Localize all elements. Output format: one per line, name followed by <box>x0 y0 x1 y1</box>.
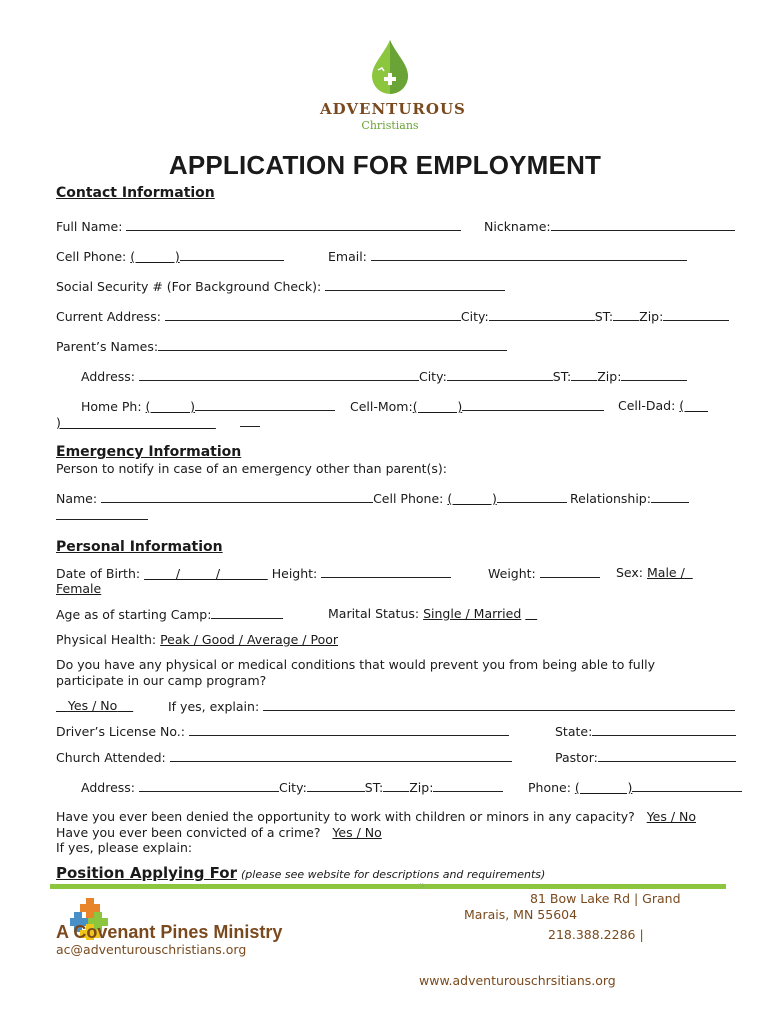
conditions-answer-row <box>56 698 133 713</box>
sex-female-option[interactable]: Female <box>56 581 102 596</box>
cell-phone-field[interactable]: ( ) <box>130 249 180 264</box>
dob-row <box>56 565 451 581</box>
physical-health-row <box>56 632 338 647</box>
marital-row <box>328 606 537 621</box>
current-address-row <box>56 308 729 324</box>
parent-city-field[interactable] <box>447 368 553 381</box>
relationship-field-continued[interactable] <box>56 507 148 520</box>
convicted-yes-no[interactable]: Yes / No <box>332 825 382 840</box>
nickname-label: Nickname: <box>484 219 551 234</box>
emergency-cell-area-field[interactable]: ( ) <box>447 491 497 506</box>
church-zip-label: Zip: <box>409 780 434 795</box>
church-row <box>56 749 512 765</box>
footer-email[interactable]: ac@adventurouschristians.org <box>56 942 247 957</box>
st-field[interactable] <box>613 308 639 321</box>
parent-zip-field[interactable] <box>621 368 687 381</box>
footer-address-2: Marais, MN 55604 <box>464 907 578 922</box>
home-ph-label: Home Ph: <box>81 399 142 414</box>
pastor-field[interactable] <box>598 749 736 762</box>
email-row <box>328 248 687 264</box>
drivers-license-label: Driver’s License No.: <box>56 724 185 739</box>
home-ph-field[interactable] <box>195 398 335 411</box>
church-zip-field[interactable] <box>433 779 503 792</box>
cell-mom-label: Cell-Mom: <box>350 399 413 414</box>
sex-label: Sex: <box>616 565 644 580</box>
denied-row <box>56 809 696 824</box>
ssn-label: Social Security # (For Background Check): <box>56 279 322 294</box>
marital-options[interactable]: Single / Married <box>423 606 522 621</box>
conditions-question-2: participate in our camp program? <box>56 673 267 688</box>
church-st-field[interactable] <box>383 779 409 792</box>
conditions-explain-label: If yes, explain: <box>168 699 260 714</box>
emergency-name-label: Name: <box>56 491 98 506</box>
please-explain-label: If yes, please explain: <box>56 840 193 855</box>
marital-trailing <box>525 606 537 621</box>
convicted-question: Have you ever been convicted of a crime? <box>56 825 321 840</box>
dob-field[interactable]: / / <box>144 566 268 581</box>
cell-phone-label: Cell Phone: <box>56 249 127 264</box>
ministry-name: A Covenant Pines Ministry <box>56 922 283 942</box>
relationship-label: Relationship: <box>570 491 651 506</box>
height-label: Height: <box>271 566 318 581</box>
parent-st-label: ST: <box>552 369 572 384</box>
water-drop-cross-icon <box>370 40 410 96</box>
denied-yes-no[interactable]: Yes / No <box>646 809 697 824</box>
page-title: APPLICATION FOR EMPLOYMENT <box>168 150 602 180</box>
cell-dad-area-field[interactable]: ( <box>679 398 709 413</box>
parent-st-field[interactable] <box>571 368 597 381</box>
physical-health-options[interactable]: Peak / Good / Average / Poor <box>160 632 339 647</box>
parents-names-row <box>56 338 507 354</box>
church-st-label: ST: <box>364 780 384 795</box>
weight-row <box>488 565 600 581</box>
nickname-row <box>484 218 735 234</box>
drivers-license-row <box>56 723 509 739</box>
home-ph-area-field[interactable]: ( ) <box>145 399 196 414</box>
weight-label: Weight: <box>488 566 536 581</box>
personal-heading: Personal Information <box>56 539 223 555</box>
parents-names-label: Parent’s Names: <box>56 339 159 354</box>
church-address-field[interactable] <box>139 779 279 792</box>
dob-label: Date of Birth: <box>56 566 141 581</box>
zip-field[interactable] <box>663 308 729 321</box>
state-label: State: <box>555 724 593 739</box>
emergency-note: Person to notify in case of an emergency other than parent(s): <box>56 461 448 476</box>
conditions-question-1: Do you have any physical or medical conditions that would prevent you from being able to fully <box>56 657 656 672</box>
footer-phone: 218.388.2286 | <box>548 927 644 942</box>
logo <box>320 40 466 135</box>
marital-label: Marital Status: <box>328 606 420 621</box>
cell-dad-number-field[interactable]: ) <box>56 415 216 430</box>
cell-phone-row <box>56 248 284 264</box>
physical-health-label: Physical Health: <box>56 632 157 647</box>
church-phone-area-field[interactable]: ( ) <box>574 780 633 795</box>
drivers-license-field[interactable] <box>189 723 509 736</box>
emergency-heading: Emergency Information <box>56 444 242 460</box>
cell-mom-area-field[interactable]: ( ) <box>412 399 463 414</box>
pastor-row <box>555 749 736 765</box>
city-field[interactable] <box>489 308 595 321</box>
parent-address-row <box>81 368 687 384</box>
conditions-explain-row <box>168 698 735 714</box>
church-phone-row <box>528 779 742 795</box>
parent-zip-label: Zip: <box>597 369 622 384</box>
height-field[interactable] <box>321 565 451 578</box>
cell-mom-row <box>350 398 604 414</box>
footer-address-1: 81 Bow Lake Rd | Grand <box>530 891 681 906</box>
parent-address-label: Address: <box>81 369 135 384</box>
church-address-label: Address: <box>81 780 135 795</box>
ssn-field[interactable] <box>325 278 505 291</box>
weight-field[interactable] <box>540 565 600 578</box>
home-ph-row <box>81 398 335 414</box>
cell-dad-continued <box>56 414 260 430</box>
cell-mom-field[interactable] <box>462 398 604 411</box>
relationship-continued <box>56 507 148 523</box>
footer-divider <box>50 884 726 889</box>
relationship-row <box>570 490 689 506</box>
pastor-label: Pastor: <box>555 750 598 765</box>
ssn-row <box>56 278 505 294</box>
sex-row <box>616 565 693 580</box>
state-row <box>555 723 736 739</box>
sex-male-option[interactable]: Male / <box>647 565 685 580</box>
current-address-field[interactable] <box>165 308 461 321</box>
church-field[interactable] <box>170 749 512 762</box>
full-name-row <box>56 218 461 234</box>
position-row <box>56 864 545 882</box>
email-field[interactable] <box>371 248 687 261</box>
parents-names-field[interactable] <box>158 338 507 351</box>
age-field[interactable] <box>211 606 283 619</box>
email-label: Email: <box>328 249 367 264</box>
current-address-label: Current Address: <box>56 309 161 324</box>
church-address-row <box>81 779 503 795</box>
cell-dad-label: Cell-Dad: <box>618 398 676 413</box>
church-city-field[interactable] <box>307 779 365 792</box>
church-phone-label: Phone: <box>528 780 571 795</box>
state-field[interactable] <box>592 723 736 736</box>
st-label: ST: <box>594 309 614 324</box>
full-name-label: Full Name: <box>56 219 123 234</box>
position-heading: Position Applying For <box>56 864 238 882</box>
age-row <box>56 606 283 622</box>
conditions-explain-field[interactable] <box>263 698 735 711</box>
logo-name: ADVENTUROUS <box>320 100 466 118</box>
cell-phone-number-field[interactable] <box>180 248 284 261</box>
emergency-cell-label: Cell Phone: <box>373 491 444 506</box>
emergency-name-row <box>56 490 567 506</box>
emergency-cell-field[interactable] <box>497 490 567 503</box>
relationship-field[interactable] <box>651 490 689 503</box>
footer-website[interactable]: www.adventurouschrsitians.org <box>419 973 616 988</box>
nickname-field[interactable] <box>551 218 735 231</box>
parent-city-label: City: <box>418 369 447 384</box>
city-label: City: <box>460 309 489 324</box>
cell-dad-extra-field[interactable] <box>240 414 260 427</box>
position-note: (please see website for descriptions and requirements) <box>241 868 546 881</box>
zip-label: Zip: <box>639 309 664 324</box>
cell-dad-row <box>618 398 708 413</box>
contact-heading: Contact Information <box>56 185 215 201</box>
church-city-label: City: <box>278 780 307 795</box>
emergency-name-field[interactable] <box>101 490 373 503</box>
convicted-row <box>56 825 382 840</box>
logo-subtitle: Christians <box>361 119 419 132</box>
page-mark: \\ <box>420 882 425 890</box>
church-phone-field[interactable] <box>632 779 742 792</box>
parent-address-field[interactable] <box>139 368 419 381</box>
conditions-yes-no[interactable]: Yes / No <box>67 698 118 713</box>
full-name-field[interactable] <box>126 218 461 231</box>
denied-question: Have you ever been denied the opportunity to work with children or minors in any capacity? <box>56 809 635 824</box>
age-label: Age as of starting Camp: <box>56 607 212 622</box>
church-label: Church Attended: <box>56 750 166 765</box>
